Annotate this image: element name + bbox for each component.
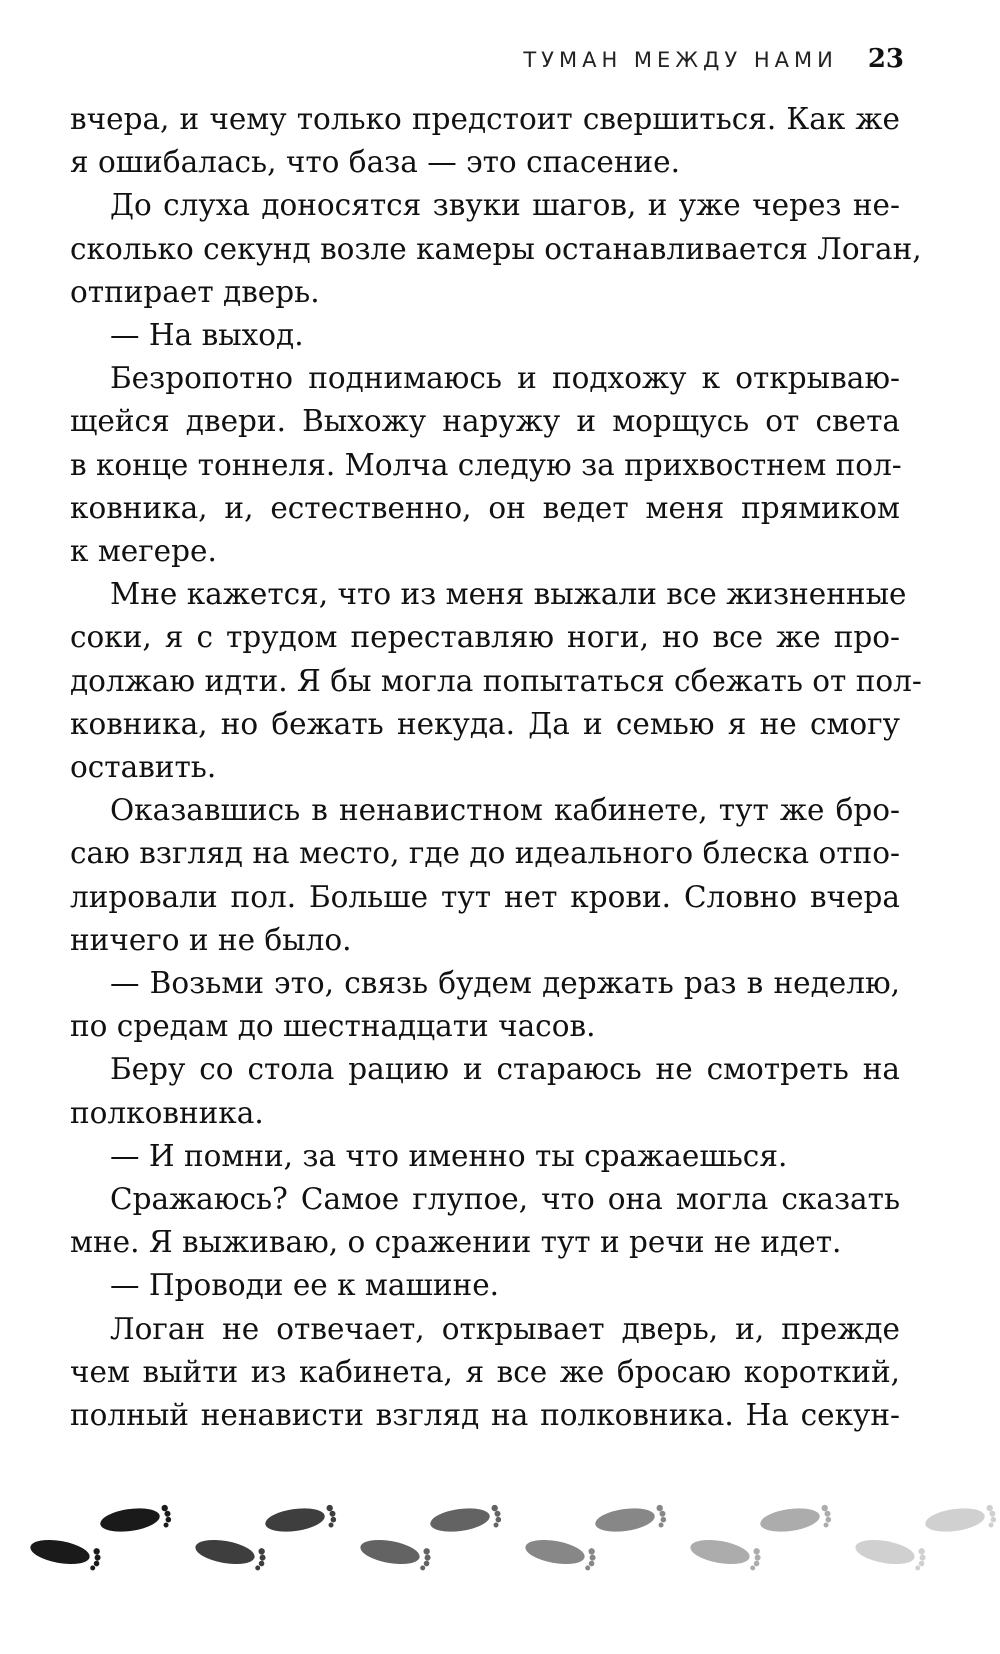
text-line: соки, я с трудом переставляю ноги, но все же про- bbox=[70, 620, 900, 655]
text-line: Сражаюсь? Самое глупое, что она могла сказать bbox=[110, 1182, 900, 1217]
text-line: чем выйти из кабинета, я все же бросаю короткий, bbox=[70, 1354, 900, 1389]
text-line: ковника, но бежать некуда. Да и семью я не смогу bbox=[70, 706, 900, 741]
footprint-icon bbox=[688, 1536, 762, 1571]
text-line: полковника. bbox=[70, 1095, 264, 1130]
text-line: ничего и не было. bbox=[70, 922, 352, 957]
footprints-icon bbox=[0, 1480, 1000, 1590]
footprint-icon bbox=[358, 1536, 432, 1571]
running-header bbox=[523, 44, 904, 74]
footprint-icon bbox=[429, 1503, 503, 1536]
text-line: лировали пол. Больше тут нет крови. Словно вчера bbox=[70, 879, 900, 914]
text-line: Логан не отвечает, открывает дверь, и, прежде bbox=[110, 1311, 900, 1346]
footprint-icon bbox=[924, 1503, 998, 1536]
text-line: щейся двери. Выхожу наружу и морщусь от света bbox=[70, 404, 900, 439]
footprint-icon bbox=[28, 1536, 102, 1571]
text-line: Безропотно поднимаюсь и подхожу к открываю- bbox=[110, 361, 900, 396]
footprint-icon bbox=[193, 1536, 267, 1571]
text-line: — Проводи ее к машине. bbox=[110, 1268, 500, 1303]
body-text bbox=[70, 98, 922, 1437]
text-line: полный ненависти взгляд на полковника. На секун- bbox=[70, 1398, 900, 1433]
text-line: сколько секунд возле камеры останавливается Логан, bbox=[70, 231, 922, 266]
text-line: по средам до шестнадцати часов. bbox=[70, 1009, 596, 1044]
text-line: к мегере. bbox=[70, 534, 217, 569]
text-line: саю взгляд на место, где до идеального блеска отпо- bbox=[70, 836, 900, 871]
page-number: 23 bbox=[867, 44, 904, 74]
footprint-icon bbox=[594, 1503, 668, 1536]
text-line: мне. Я выживаю, о сражении тут и речи не идет. bbox=[70, 1225, 842, 1260]
text-line: вчера, и чему только предстоит свершиться. Как же bbox=[70, 102, 900, 136]
text-line: ковника, и, естественно, он ведет меня прямиком bbox=[70, 490, 900, 525]
text-line: Оказавшись в ненавистном кабинете, тут же бро- bbox=[110, 793, 900, 828]
text-line: — Возьми это, связь будем держать раз в неделю, bbox=[110, 966, 900, 1001]
text-line: Мне кажется, что из меня выжали все жизненные bbox=[110, 577, 907, 612]
text-line: я ошибалась, что база — это спасение. bbox=[70, 145, 680, 180]
text-line: должаю идти. Я бы могла попытаться сбежать от пол- bbox=[70, 663, 922, 698]
footprint-icon bbox=[853, 1536, 927, 1571]
text-line: оставить. bbox=[70, 750, 217, 785]
text-line: — И помни, за что именно ты сражаешься. bbox=[110, 1138, 788, 1173]
footprint-icon bbox=[523, 1536, 597, 1571]
text-line: в конце тоннеля. Молча следую за прихвостнем пол- bbox=[70, 447, 902, 482]
book-title: ТУМАН МЕЖДУ НАМИ bbox=[523, 48, 838, 72]
footprint-icon bbox=[99, 1503, 173, 1536]
text-line: отпирает дверь. bbox=[70, 274, 320, 309]
text-line: Беру со стола рацию и стараюсь не смотреть на bbox=[110, 1052, 900, 1087]
footprint-icon bbox=[264, 1503, 338, 1536]
text-line: До слуха доносятся звуки шагов, и уже через не- bbox=[110, 188, 900, 223]
text-line: — На выход. bbox=[110, 318, 304, 353]
footprint-icon bbox=[759, 1503, 833, 1536]
